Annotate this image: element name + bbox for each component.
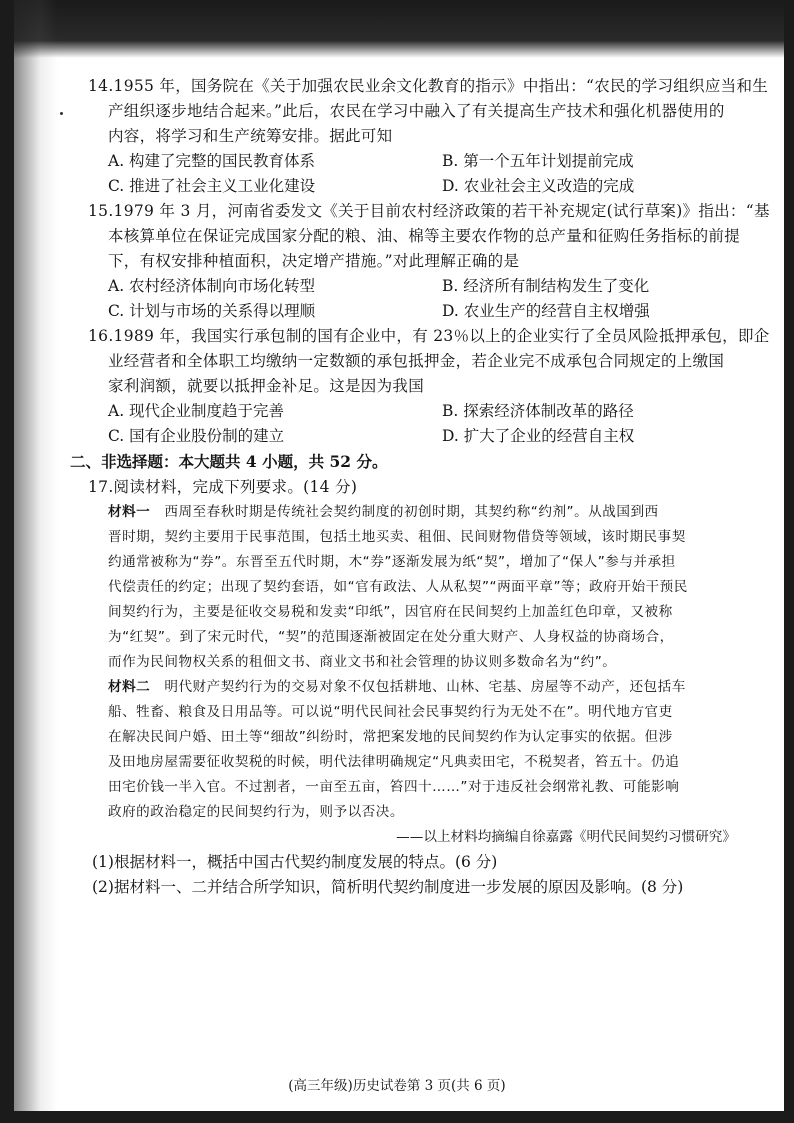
question-16-options xyxy=(88,399,740,449)
material-line: 船、牲畜、粮食及日用品等。可以说“明代民间社会民事契约行为无处不在”。明代地方官吏 xyxy=(108,704,673,720)
material-text: 明代财产契约行为的交易对象不仅包括耕地、山林、宅基、房屋等不动产，还包括车 xyxy=(150,679,686,695)
option-a: A. 农村经济体制向市场化转型 xyxy=(108,277,316,295)
option-c: C. 国有企业股份制的建立 xyxy=(108,427,285,445)
sub-question-1: (1)根据材料一，概括中国古代契约制度发展的特点。(6 分) xyxy=(92,853,498,871)
option-d: D. 农业社会主义改造的完成 xyxy=(442,177,635,195)
material-line: 在解决民间户婚、田土等“细故”纠纷时，常把案发地的民间契约作为认定事实的依据。但涉 xyxy=(108,729,673,745)
material-two xyxy=(88,675,740,825)
question-15-options xyxy=(88,274,740,324)
page-footer: (高三年级)历史试卷第 3 页(共 6 页) xyxy=(288,1078,506,1094)
scan-speck xyxy=(60,112,63,115)
question-15-line: 15.1979 年 3 月，河南省委发文《关于目前农村经济政策的若干补充规定(试行草案)》指出：“基 xyxy=(88,202,770,220)
material-line: 田宅价钱一半入官。不过割者，一亩至五亩，笞四十……”对于违反社会纲常礼教、可能影响 xyxy=(108,779,680,795)
question-15-line: 本核算单位在保证完成国家分配的粮、油、棉等主要农作物的总产量和征购任务指标的前提 xyxy=(108,227,741,245)
option-c: C. 推进了社会主义工业化建设 xyxy=(108,177,316,195)
question-16-line: 家利润额，就要以抵押金补足。这是因为我国 xyxy=(108,377,425,395)
scan-border-bottom xyxy=(0,1111,794,1123)
option-b: B. 第一个五年计划提前完成 xyxy=(442,152,634,170)
question-14-line: 14.1955 年，国务院在《关于加强农民业余文化教育的指示》中指出：“农民的学习组织应当和生 xyxy=(88,77,769,95)
question-16-line: 16.1989 年，我国实行承包制的国有企业中，有 23％以上的企业实行了全员风险抵押承包，即企 xyxy=(88,327,770,345)
section-heading: 二、非选择题：本大题共 4 小题，共 52 分。 xyxy=(70,452,388,471)
question-17-intro: 17.阅读材料，完成下列要求。(14 分) xyxy=(88,478,358,496)
question-14-line: 产组织逐步地结合起来。”此后，农民在学习中融入了有关提高生产技术和强化机器使用的 xyxy=(108,102,725,120)
material-line: 为“红契”。到了宋元时代，“契”的范围逐渐被固定在处分重大财产、人身权益的协商场合， xyxy=(108,629,674,645)
material-line: 及田地房屋需要征收契税的时候，明代法律明确规定“凡典卖田宅，不税契者，笞五十。仍追 xyxy=(108,754,680,770)
material-line xyxy=(88,675,740,700)
material-line xyxy=(88,500,740,525)
question-17 xyxy=(88,475,740,900)
material-line: 间契约行为，主要是征收交易税和发卖“印纸”，因官府在民间契约上加盖红色印章，又被称 xyxy=(108,604,673,620)
question-15 xyxy=(88,199,770,324)
material-source: ——以上材料均摘编自徐嘉露《明代民间契约习惯研究》 xyxy=(396,829,736,845)
question-16-line: 业经营者和全体职工均缴纳一定数额的承包抵押金，若企业完不成承包合同规定的上缴国 xyxy=(108,352,725,370)
scan-border-top xyxy=(0,0,794,58)
option-d: D. 扩大了企业的经营自主权 xyxy=(442,427,635,445)
sub-question-2: (2)据材料一、二并结合所学知识，简析明代契约制度进一步发展的原因及影响。(8 分) xyxy=(92,878,684,896)
material-line: 约通常被称为“券”。东晋至五代时期，木“券”逐渐发展为纸“契”，增加了“保人”参与并承担 xyxy=(108,554,676,570)
option-a: A. 构建了完整的国民教育体系 xyxy=(108,152,316,170)
material-line: 晋时期，契约主要用于民事范围，包括土地买卖、租佃、民间财物借贷等领域，该时期民事契 xyxy=(108,529,686,545)
page-content xyxy=(70,74,770,900)
material-label: 材料二 xyxy=(108,679,151,695)
question-16 xyxy=(88,324,770,449)
question-15-line: 下，有权安排种植面积，决定增产措施。”对此理解正确的是 xyxy=(108,252,520,270)
material-one xyxy=(88,500,740,675)
scan-shadow xyxy=(14,0,58,1123)
option-b: B. 探索经济体制改革的路径 xyxy=(442,402,634,420)
question-14-line: 内容，将学习和生产统筹安排。据此可知 xyxy=(108,127,393,145)
option-a: A. 现代企业制度趋于完善 xyxy=(108,402,285,420)
material-label: 材料一 xyxy=(108,504,151,520)
question-14-options xyxy=(88,149,740,199)
scan-border-right xyxy=(784,0,794,1123)
question-14 xyxy=(88,74,769,199)
scan-border-left xyxy=(0,0,14,1123)
material-line: 代偿责任的约定；出现了契约套语，如“官有政法、人从私契”“两面平章”等；政府开始干预民 xyxy=(108,579,688,595)
option-c: C. 计划与市场的关系得以理顺 xyxy=(108,302,316,320)
material-line: 政府的政治稳定的民间契约行为，则予以否决。 xyxy=(108,804,404,820)
material-text: 西周至春秋时期是传统社会契约制度的初创时期，其契约称“约剂”。从战国到西 xyxy=(150,504,659,520)
option-d: D. 农业生产的经营自主权增强 xyxy=(442,302,650,320)
material-line: 而作为民间物权关系的租佃文书、商业文书和社会管理的协议则多数命名为“约”。 xyxy=(108,654,617,670)
option-b: B. 经济所有制结构发生了变化 xyxy=(442,277,650,295)
